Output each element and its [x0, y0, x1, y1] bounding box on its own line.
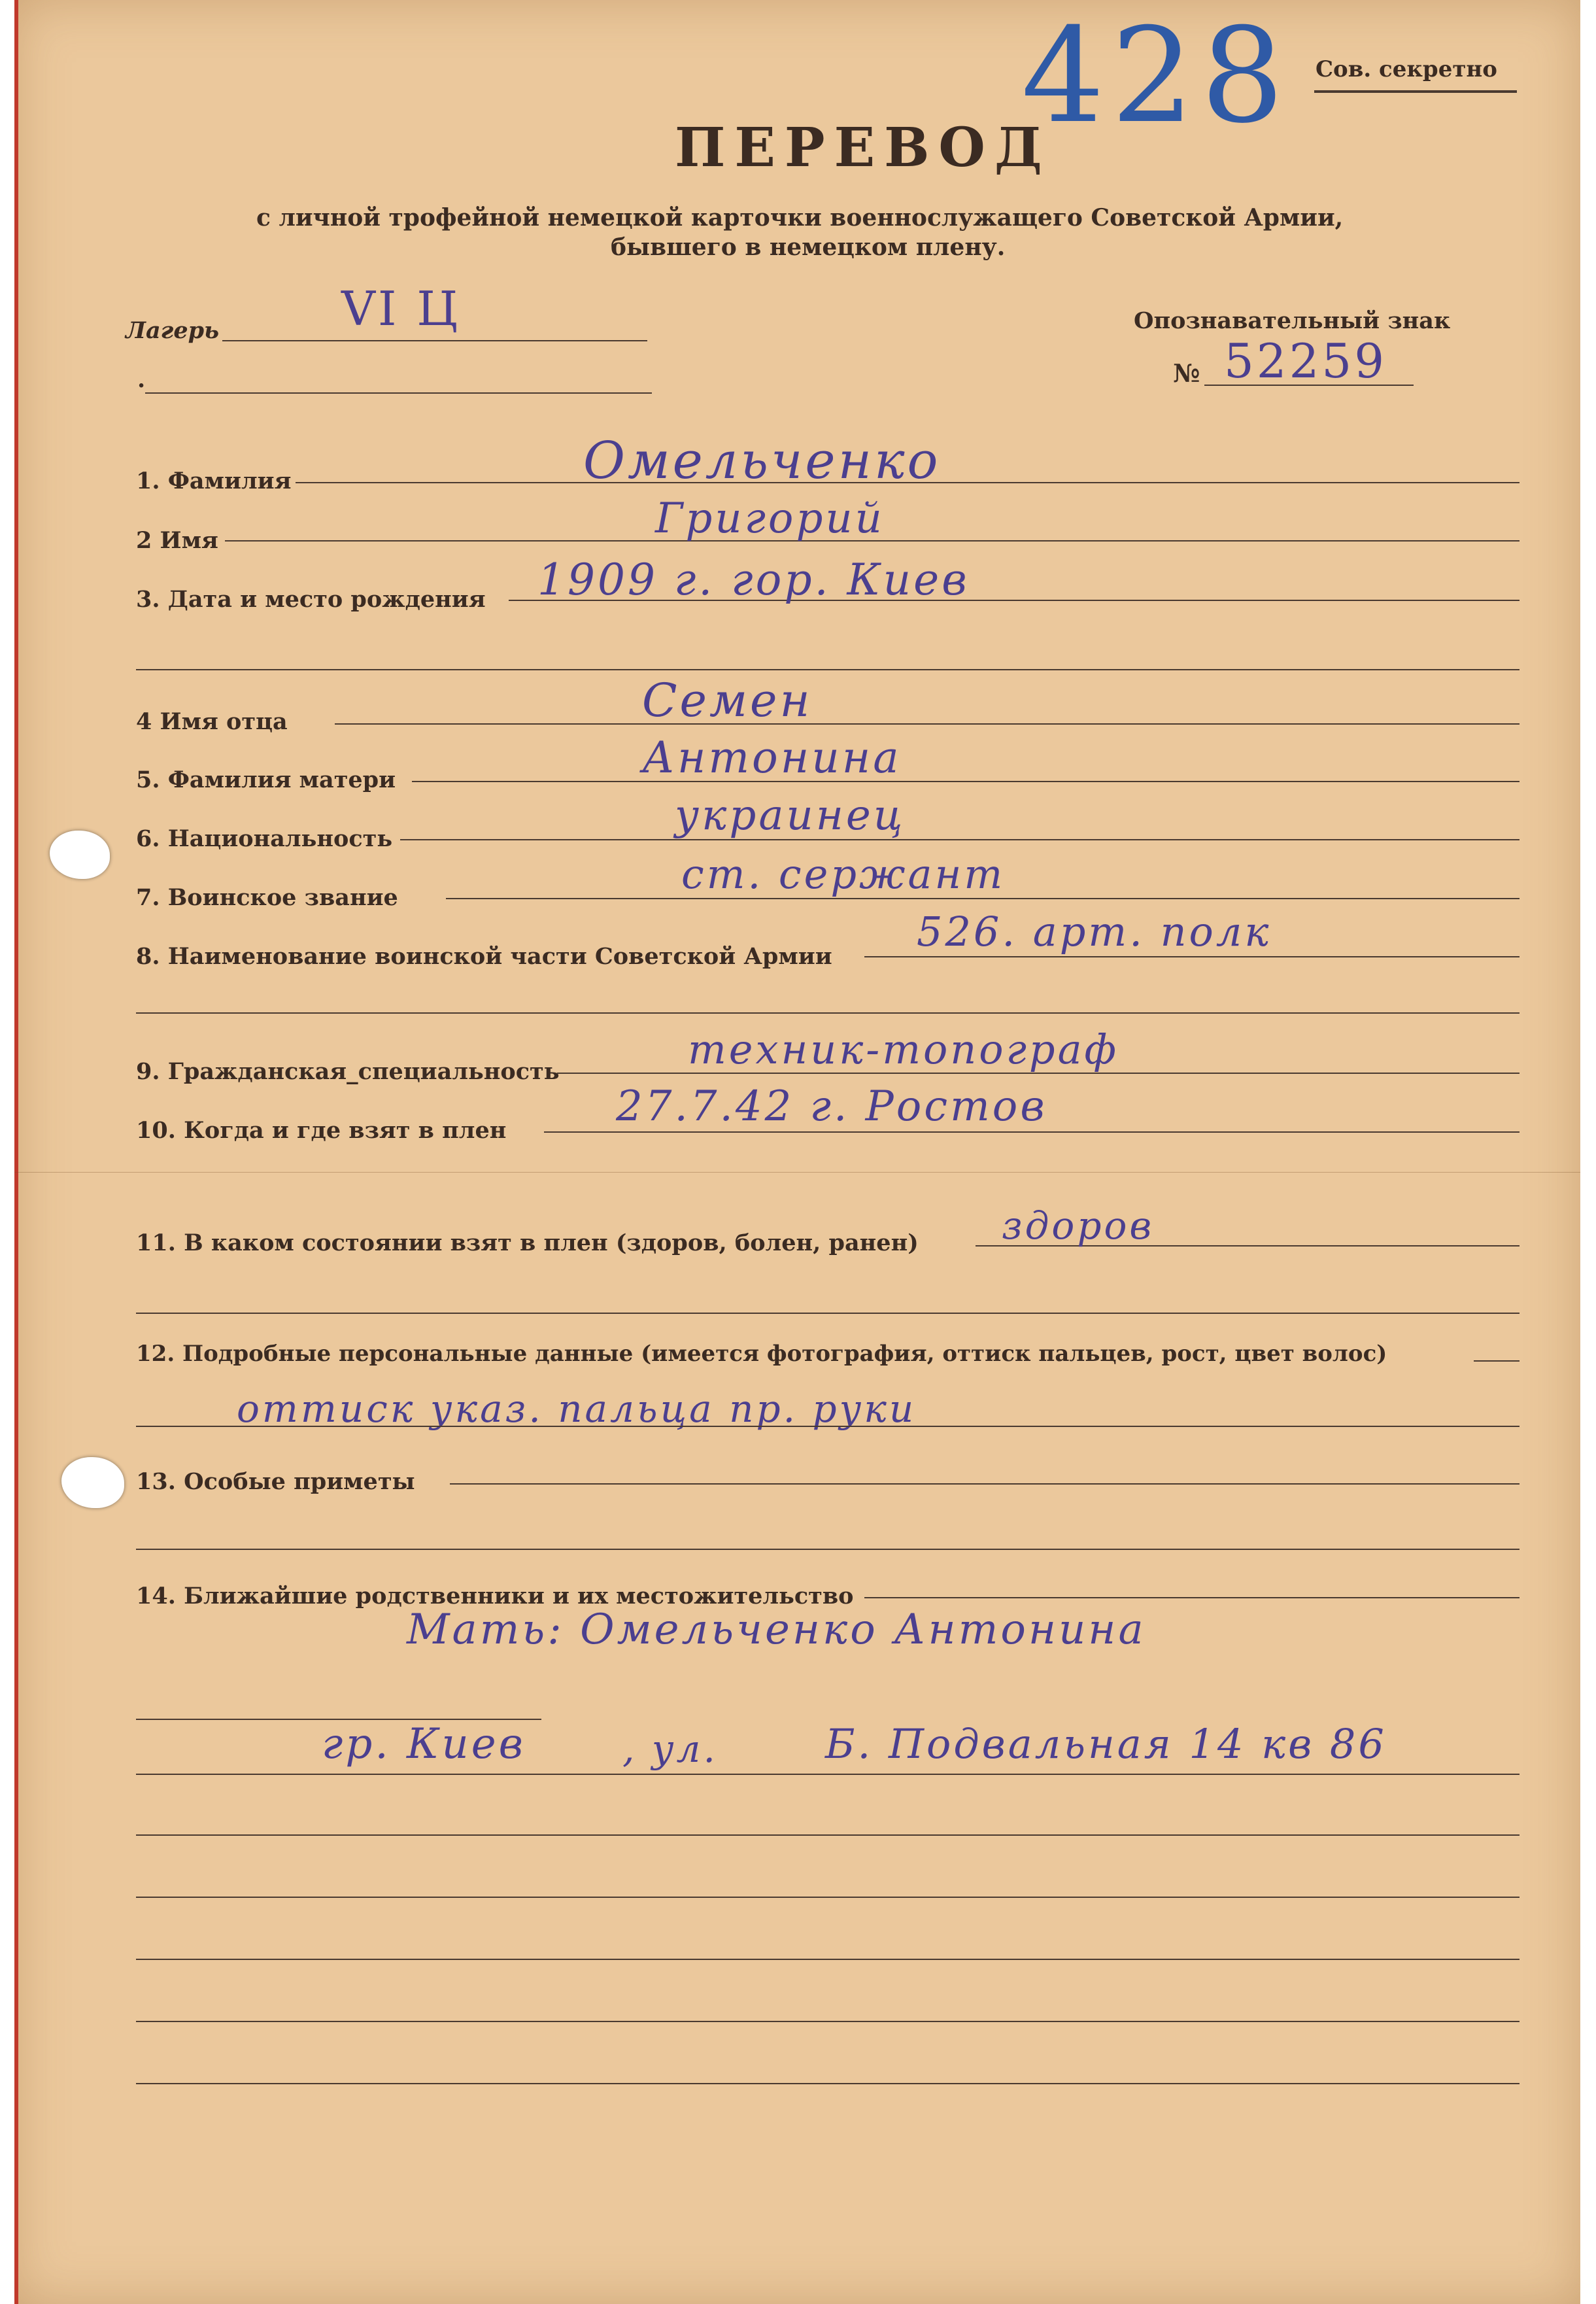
value-birth: 1909 г. гор. Киев: [537, 555, 970, 605]
line-captured: [544, 1131, 1520, 1133]
label-unit: 8. Наименование воинской части Советской Армии: [136, 943, 832, 970]
line-condition-2: [136, 1313, 1520, 1314]
value-relatives-line1: Мать: Омельченко Антонина: [407, 1606, 1146, 1654]
camp-line: [222, 340, 647, 341]
line-unit: [864, 956, 1520, 957]
label-marks: 13. Особые приметы: [136, 1468, 415, 1495]
value-surname: Омельченко: [583, 432, 941, 490]
line-relatives-3: [136, 1774, 1520, 1775]
camp-label: Лагерь: [126, 317, 220, 344]
line-unit-2: [136, 1012, 1520, 1014]
label-nationality: 6. Национальность: [136, 825, 393, 852]
label-rank: 7. Воинское звание: [136, 884, 398, 911]
secrecy-underline: [1314, 90, 1517, 93]
secrecy-stamp: Сов. секретно: [1316, 56, 1497, 82]
line-personal: [1474, 1360, 1520, 1362]
id-number-value: 52259: [1224, 334, 1387, 388]
line-marks: [450, 1483, 1520, 1485]
scan-edge: [14, 0, 18, 2304]
line-father: [335, 723, 1520, 725]
label-father: 4 Имя отца: [136, 708, 288, 735]
label-surname: 1. Фамилия: [136, 468, 292, 494]
value-nationality: украинец: [675, 791, 906, 840]
label-name: 2 Имя: [136, 527, 218, 554]
label-birth: 3. Дата и место рождения: [136, 586, 486, 613]
punch-hole-bottom: [61, 1457, 124, 1508]
line-personal-2: [136, 1426, 1520, 1427]
form-title: ПЕРЕВОД: [675, 116, 1051, 179]
label-personal: 12. Подробные персональные данные (имеется фотография, оттиск пальцев, рост, цвет волос): [136, 1341, 1387, 1367]
blank-line-5: [136, 2083, 1520, 2084]
blank-line-4: [136, 2021, 1520, 2022]
line-mother: [412, 781, 1520, 782]
label-captured: 10. Когда и где взят в плен: [136, 1117, 507, 1144]
value-profession: техник-топограф: [688, 1025, 1119, 1073]
blank-line-1: [136, 1834, 1520, 1836]
value-name: Григорий: [655, 494, 885, 543]
form-subtitle-line2: бывшего в немецком плену.: [611, 233, 1006, 261]
line-nationality: [400, 839, 1520, 840]
value-unit: 526. арт. полк: [917, 908, 1272, 955]
form-subtitle-line1: с личной трофейной немецкой карточки военнослужащего Советской Армии,: [256, 204, 1344, 232]
label-condition: 11. В каком состоянии взят в плен (здоров, болен, ранен): [136, 1229, 919, 1256]
label-relatives: 14. Ближайшие родственники и их местожительство: [136, 1583, 854, 1609]
fold-line: [14, 1172, 1580, 1173]
value-relatives-line2-street: Б. Подвальная 14 кв 86: [825, 1720, 1387, 1768]
id-mark-label: Опознавательный знак: [1134, 307, 1451, 334]
value-rank: ст. сержант: [681, 850, 1006, 898]
punch-hole-top: [50, 831, 110, 879]
line-birth-2: [136, 669, 1520, 670]
value-relatives-line2-city: гр. Киев: [322, 1720, 526, 1768]
value-relatives-line2-sep: , ул.: [622, 1727, 718, 1771]
archive-number: 428: [1021, 0, 1291, 152]
line-rank: [446, 898, 1520, 899]
form-paper: [14, 0, 1580, 2304]
camp-line-2: [145, 392, 652, 394]
id-number-sign: №: [1173, 358, 1200, 388]
line-relatives: [864, 1597, 1520, 1598]
value-father: Семен: [642, 674, 813, 727]
value-condition: здоров: [1002, 1203, 1155, 1248]
value-captured: 27.7.42 г. Ростов: [616, 1082, 1047, 1131]
camp-value: VI Ц: [341, 281, 461, 336]
value-personal: оттиск указ. пальца пр. руки: [237, 1386, 917, 1431]
blank-line-2: [136, 1897, 1520, 1898]
blank-line-3: [136, 1959, 1520, 1960]
label-profession: 9. Гражданская_специальность: [136, 1058, 560, 1085]
camp-dot: .: [137, 366, 146, 393]
value-mother: Антонина: [642, 732, 902, 783]
label-mother: 5. Фамилия матери: [136, 766, 396, 793]
line-marks-2: [136, 1549, 1520, 1550]
